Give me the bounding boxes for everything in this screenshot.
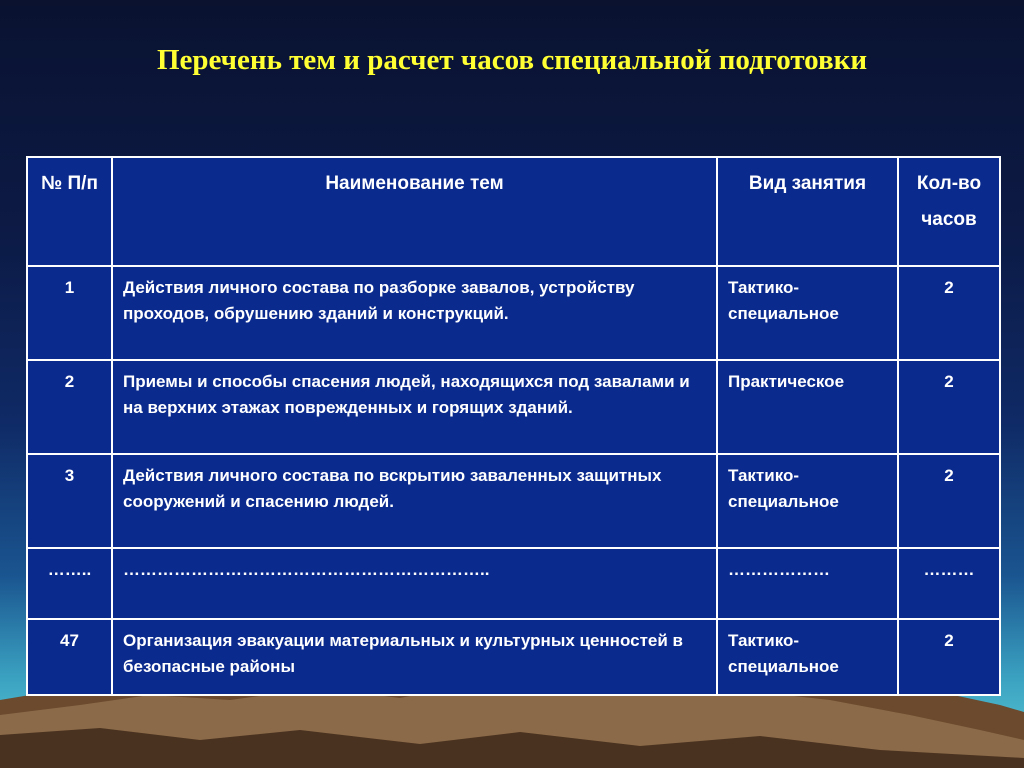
cell-topic: Действия личного состава по вскрытию заваленных защитных сооружений и спасению людей. (112, 454, 717, 548)
table-row (27, 360, 1000, 454)
cell-num: 2 (27, 360, 112, 454)
cell-hours: 2 (898, 454, 1000, 548)
header-num: № П/п (27, 157, 112, 266)
cell-topic: ……………………………………………………….. (112, 548, 717, 620)
cell-num: 3 (27, 454, 112, 548)
cell-type: Тактико-специальное (717, 619, 898, 695)
cell-type: Тактико-специальное (717, 454, 898, 548)
header-topic: Наименование тем (112, 157, 717, 266)
cell-type: Тактико-специальное (717, 266, 898, 360)
table-row (27, 454, 1000, 548)
cell-topic: Приемы и способы спасения людей, находящихся под завалами и на верхних этажах поврежденных и горящих зданий. (112, 360, 717, 454)
table-row (27, 619, 1000, 695)
cell-topic: Действия личного состава по разборке завалов, устройству проходов, обрушению зданий и конструкций. (112, 266, 717, 360)
cell-num: …….. (27, 548, 112, 620)
table-header-row (27, 157, 1000, 266)
header-hours: Кол-во часов (898, 157, 1000, 266)
cell-hours: 2 (898, 360, 1000, 454)
table-row (27, 548, 1000, 620)
header-type: Вид занятия (717, 157, 898, 266)
cell-topic: Организация эвакуации материальных и культурных ценностей в безопасные районы (112, 619, 717, 695)
page-title: Перечень тем и расчет часов специальной подготовки (156, 44, 868, 76)
cell-type: ……………… (717, 548, 898, 620)
cell-num: 47 (27, 619, 112, 695)
topics-table (26, 156, 1001, 696)
cell-type: Практическое (717, 360, 898, 454)
cell-hours: ……… (898, 548, 1000, 620)
cell-hours: 2 (898, 619, 1000, 695)
table-row (27, 266, 1000, 360)
cell-hours: 2 (898, 266, 1000, 360)
cell-num: 1 (27, 266, 112, 360)
